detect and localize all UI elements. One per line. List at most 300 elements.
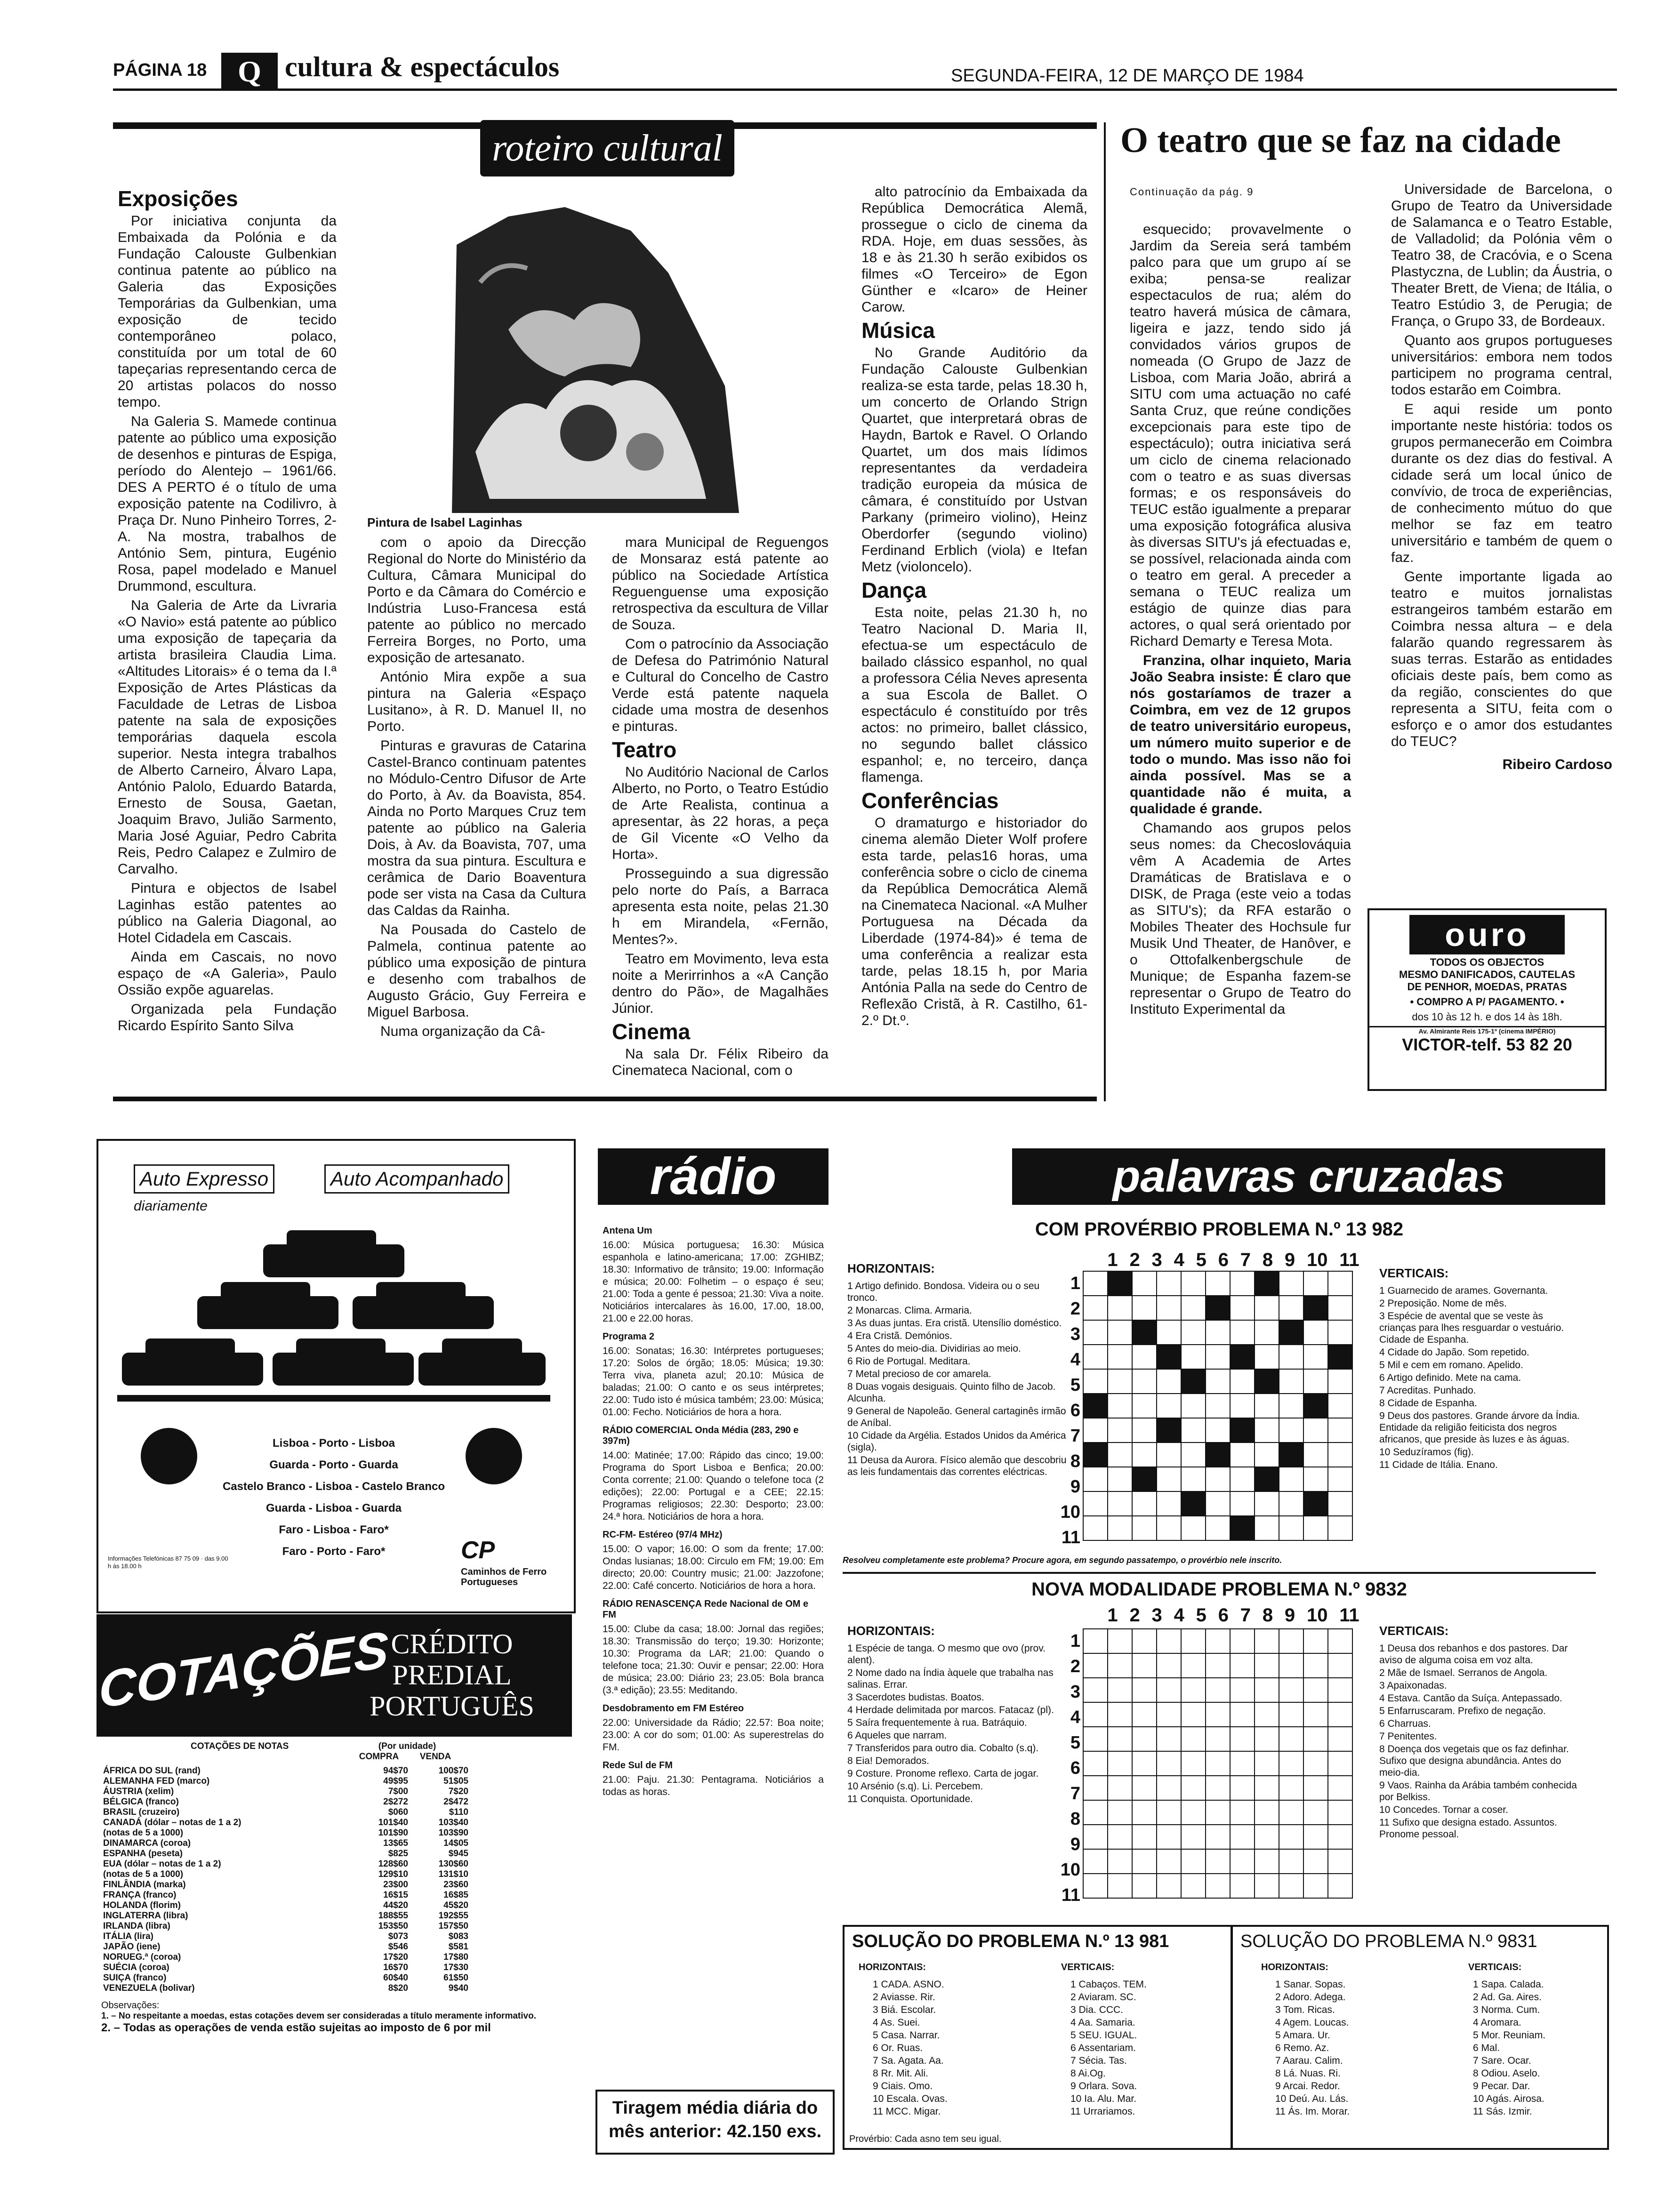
grid-cell[interactable]	[1303, 1874, 1328, 1898]
grid-cell[interactable]	[1132, 1345, 1157, 1369]
grid-cell[interactable]	[1108, 1727, 1132, 1751]
grid-cell[interactable]	[1303, 1629, 1328, 1653]
sell-rate: $110	[449, 1807, 468, 1817]
paragraph: Na Galeria S. Mamede continua patente ao público uma exposição de desenhos e pinturas de Espiga, período do Alentejo – 1961/66. DES A PERTO é o título de uma exposição patente na Codilivro, à Praça Dr. Nuno Pinheiro Torres, 2-A. Na mostra, trabalhos de António Sem, pintura, Eugénio Rosa, papel modelado e Manuel Drummond, escultura.	[118, 414, 337, 594]
grid-cell[interactable]	[1279, 1296, 1303, 1320]
grid-cell[interactable]	[1303, 1443, 1328, 1467]
grid-cell[interactable]	[1230, 1345, 1255, 1369]
grid-cell[interactable]	[1303, 1418, 1328, 1443]
grid-cell[interactable]	[1255, 1296, 1279, 1320]
grid-cell[interactable]	[1206, 1776, 1230, 1800]
grid-cell[interactable]	[1157, 1418, 1181, 1443]
grid-cell[interactable]	[1181, 1320, 1206, 1345]
grid-cell[interactable]	[1206, 1516, 1230, 1540]
clue: 10 Deú. Au. Lás.	[1275, 2093, 1349, 2104]
clue: 10 Cidade da Argélia. Estados Unidos da América (sigla).	[847, 1430, 1066, 1453]
grid-cell[interactable]	[1255, 1653, 1279, 1678]
grid-cell[interactable]	[1083, 1678, 1108, 1702]
grid-cell[interactable]	[1157, 1849, 1181, 1874]
clue: 11 Cidade de Itália. Enano.	[1379, 1459, 1498, 1470]
grid-row	[1083, 1825, 1352, 1849]
cars-illustration	[117, 1226, 550, 1416]
grid-cell[interactable]	[1303, 1320, 1328, 1345]
grid-cell[interactable]	[1328, 1491, 1352, 1516]
roteiro-banner: roteiro cultural	[480, 120, 734, 176]
grid-cell[interactable]	[1328, 1727, 1352, 1751]
paragraph: Numa organização da Câ-	[380, 1024, 546, 1039]
sell-rate: 51$05	[443, 1776, 468, 1786]
grid-cell[interactable]	[1328, 1702, 1352, 1727]
grid-cell[interactable]	[1328, 1296, 1352, 1320]
grid-cell[interactable]	[1181, 1467, 1206, 1491]
grid-cell[interactable]	[1157, 1296, 1181, 1320]
grid-cell[interactable]	[1083, 1443, 1108, 1467]
clue: 7 Sa. Agata. Aa.	[873, 2055, 944, 2066]
grid-cell[interactable]	[1206, 1443, 1230, 1467]
grid-cell[interactable]	[1328, 1874, 1352, 1898]
grid-cell[interactable]	[1083, 1751, 1108, 1776]
grid-cell[interactable]	[1230, 1751, 1255, 1776]
grid-cell[interactable]	[1132, 1751, 1157, 1776]
grid-cell[interactable]	[1132, 1467, 1157, 1491]
grid-cell[interactable]	[1083, 1825, 1108, 1849]
grid-cell[interactable]	[1279, 1776, 1303, 1800]
grid-cell[interactable]	[1108, 1800, 1132, 1825]
grid-cell[interactable]	[1083, 1369, 1108, 1394]
grid-cell[interactable]	[1206, 1629, 1230, 1653]
grid-cell[interactable]	[1303, 1296, 1328, 1320]
grid-cell[interactable]	[1157, 1751, 1181, 1776]
grid-cell[interactable]	[1108, 1320, 1132, 1345]
grid-cell[interactable]	[1255, 1751, 1279, 1776]
grid-cell[interactable]	[1206, 1467, 1230, 1491]
grid-cell[interactable]	[1328, 1369, 1352, 1394]
grid-cell[interactable]	[1132, 1491, 1157, 1516]
grid-cell[interactable]	[1181, 1825, 1206, 1849]
grid-cell[interactable]	[1206, 1825, 1230, 1849]
grid-cell[interactable]	[1230, 1678, 1255, 1702]
grid-cell[interactable]	[1303, 1271, 1328, 1296]
sol1-horizontal	[873, 1979, 1028, 2118]
grid-cell[interactable]	[1279, 1849, 1303, 1874]
grid-cell[interactable]	[1255, 1345, 1279, 1369]
paragraph: alto patrocínio da Embaixada da República Democrática Alemã, prossegue o ciclo de cinema da RDA. Hoje, em duas sessões, às 18 e às 21.30 h serão exibidos os filmes «O Terceiro» de Egon Günther e «Icaro» de Heiner Carow.	[861, 184, 1087, 315]
currency-name: ALEMANHA FED (marco)	[103, 1776, 210, 1786]
sol2-h-label: HORIZONTAIS:	[1261, 1962, 1328, 1972]
column-number: 11	[1339, 1605, 1359, 1626]
grid-cell[interactable]	[1083, 1320, 1108, 1345]
grid-cell[interactable]	[1206, 1653, 1230, 1678]
grid-cell[interactable]	[1255, 1491, 1279, 1516]
grid-cell[interactable]	[1181, 1849, 1206, 1874]
grid-cell[interactable]	[1303, 1516, 1328, 1540]
grid-cell[interactable]	[1230, 1653, 1255, 1678]
quote-row	[101, 1859, 470, 1869]
grid-cell[interactable]	[1303, 1467, 1328, 1491]
grid-cell[interactable]	[1108, 1629, 1132, 1653]
grid-cell[interactable]	[1255, 1727, 1279, 1751]
grid-cell[interactable]	[1279, 1702, 1303, 1727]
grid-cell[interactable]	[1181, 1418, 1206, 1443]
grid-cell[interactable]	[1181, 1629, 1206, 1653]
grid-cell[interactable]	[1328, 1825, 1352, 1849]
grid-cell[interactable]	[1255, 1271, 1279, 1296]
grid-cell[interactable]	[1181, 1516, 1206, 1540]
grid-cell[interactable]	[1328, 1776, 1352, 1800]
grid-row	[1083, 1678, 1352, 1702]
currency-name: (notas de 5 a 1000)	[103, 1869, 184, 1879]
grid-cell[interactable]	[1328, 1653, 1352, 1678]
grid-cell[interactable]	[1303, 1491, 1328, 1516]
grid-cell[interactable]	[1328, 1443, 1352, 1467]
grid-cell[interactable]	[1083, 1629, 1108, 1653]
grid-cell[interactable]	[1206, 1874, 1230, 1898]
grid-cell[interactable]	[1083, 1776, 1108, 1800]
grid-cell[interactable]	[1108, 1394, 1132, 1418]
grid-cell[interactable]	[1083, 1491, 1108, 1516]
grid-cell[interactable]	[1303, 1776, 1328, 1800]
grid-cell[interactable]	[1083, 1418, 1108, 1443]
grid-cell[interactable]	[1230, 1800, 1255, 1825]
paragraph: Organizada pela Fundação Ricardo Espírito Santo Silva	[118, 1002, 337, 1034]
grid-cell[interactable]	[1255, 1320, 1279, 1345]
grid-cell[interactable]	[1083, 1467, 1108, 1491]
grid-cell[interactable]	[1181, 1702, 1206, 1727]
grid-cell[interactable]	[1230, 1629, 1255, 1653]
grid-cell[interactable]	[1279, 1491, 1303, 1516]
grid-cell[interactable]	[1181, 1776, 1206, 1800]
grid-cell[interactable]	[1279, 1320, 1303, 1345]
grid-cell[interactable]	[1279, 1516, 1303, 1540]
grid-cell[interactable]	[1303, 1345, 1328, 1369]
grid-row	[1083, 1874, 1352, 1898]
grid-cell[interactable]	[1157, 1369, 1181, 1394]
grid-cell[interactable]	[1328, 1800, 1352, 1825]
grid-cell[interactable]	[1157, 1467, 1181, 1491]
grid-cell[interactable]	[1132, 1849, 1157, 1874]
grid-cell[interactable]	[1132, 1629, 1157, 1653]
grid-cell[interactable]	[1255, 1678, 1279, 1702]
grid-cell[interactable]	[1108, 1849, 1132, 1874]
grid-cell[interactable]	[1083, 1394, 1108, 1418]
grid-cell[interactable]	[1157, 1271, 1181, 1296]
grid-cell[interactable]	[1181, 1874, 1206, 1898]
grid-cell[interactable]	[1328, 1320, 1352, 1345]
grid-cell[interactable]	[1132, 1296, 1157, 1320]
grid-cell[interactable]	[1157, 1345, 1181, 1369]
quote-row	[101, 1973, 470, 1983]
grid-cell[interactable]	[1279, 1443, 1303, 1467]
grid-cell[interactable]	[1132, 1825, 1157, 1849]
clue: 7 Metal precioso de cor amarela.	[847, 1369, 991, 1379]
grid-cell[interactable]	[1279, 1629, 1303, 1653]
grid-cell[interactable]	[1303, 1702, 1328, 1727]
grid-cell[interactable]	[1230, 1491, 1255, 1516]
grid-cell[interactable]	[1206, 1751, 1230, 1776]
radio-station-title: Rede Sul de FM	[603, 1760, 673, 1771]
grid-cell[interactable]	[1328, 1678, 1352, 1702]
grid-cell[interactable]	[1255, 1516, 1279, 1540]
article-col1	[1130, 221, 1351, 1020]
quote-row	[101, 1828, 470, 1838]
grid-cell[interactable]	[1206, 1394, 1230, 1418]
grid-cell[interactable]	[1157, 1825, 1181, 1849]
grid-cell[interactable]	[1230, 1271, 1255, 1296]
grid-cell[interactable]	[1255, 1418, 1279, 1443]
grid-cell[interactable]	[1132, 1776, 1157, 1800]
grid-cell[interactable]	[1328, 1849, 1352, 1874]
clue: 4 Aa. Samaria.	[1070, 2017, 1135, 2028]
grid-cell[interactable]	[1328, 1418, 1352, 1443]
grid-cell[interactable]	[1206, 1369, 1230, 1394]
grid-cell[interactable]	[1108, 1271, 1132, 1296]
grid-cell[interactable]	[1181, 1443, 1206, 1467]
grid-cell[interactable]	[1108, 1418, 1132, 1443]
grid-cell[interactable]	[1328, 1271, 1352, 1296]
grid-cell[interactable]	[1206, 1678, 1230, 1702]
grid-cell[interactable]	[1108, 1678, 1132, 1702]
grid-cell[interactable]	[1181, 1678, 1206, 1702]
clue: 7 Sécia. Tas.	[1070, 2055, 1127, 2066]
grid-cell[interactable]	[1108, 1653, 1132, 1678]
cp-company: Caminhos de Ferro Portugueses	[461, 1567, 547, 1587]
grid-cell[interactable]	[1108, 1874, 1132, 1898]
grid-cell[interactable]	[1157, 1776, 1181, 1800]
grid-cell[interactable]	[1108, 1296, 1132, 1320]
grid-cell[interactable]	[1255, 1467, 1279, 1491]
grid-cell[interactable]	[1132, 1653, 1157, 1678]
grid-cell[interactable]	[1230, 1296, 1255, 1320]
grid-cell[interactable]	[1230, 1443, 1255, 1467]
grid-cell[interactable]	[1230, 1467, 1255, 1491]
grid-cell[interactable]	[1303, 1394, 1328, 1418]
grid-cell[interactable]	[1157, 1800, 1181, 1825]
grid-cell[interactable]	[1181, 1800, 1206, 1825]
grid-cell[interactable]	[1230, 1369, 1255, 1394]
grid-cell[interactable]	[1255, 1825, 1279, 1849]
grid-cell[interactable]	[1157, 1629, 1181, 1653]
grid-cell[interactable]	[1181, 1271, 1206, 1296]
grid-cell[interactable]	[1279, 1418, 1303, 1443]
grid-cell[interactable]	[1108, 1702, 1132, 1727]
grid-cell[interactable]	[1083, 1653, 1108, 1678]
grid-cell[interactable]	[1108, 1467, 1132, 1491]
grid-cell[interactable]	[1279, 1394, 1303, 1418]
sell-rate: 7$20	[448, 1787, 468, 1796]
grid-cell[interactable]	[1328, 1516, 1352, 1540]
grid-cell[interactable]	[1132, 1418, 1157, 1443]
grid-cell[interactable]	[1181, 1751, 1206, 1776]
grid-cell[interactable]	[1132, 1394, 1157, 1418]
grid-cell[interactable]	[1328, 1345, 1352, 1369]
paragraph: Por iniciativa conjunta da Embaixada da Polónia e da Fundação Calouste Gulbenkian continua patente ao público na Galeria das Exposições Temporárias da Gulbenkian, uma exposição de tecido contemporâneo polaco, constituída por um total de 60 tapeçarias representando cerca de 20 artistas polacos do nosso tempo.	[118, 213, 337, 410]
p1-verticais-label: VERTICAIS:	[1379, 1266, 1449, 1280]
grid-cell[interactable]	[1157, 1394, 1181, 1418]
grid-cell[interactable]	[1303, 1653, 1328, 1678]
grid-cell[interactable]	[1108, 1491, 1132, 1516]
grid-cell[interactable]	[1132, 1727, 1157, 1751]
grid-cell[interactable]	[1303, 1727, 1328, 1751]
grid-cell[interactable]	[1157, 1491, 1181, 1516]
grid-cell[interactable]	[1279, 1800, 1303, 1825]
grid-cell[interactable]	[1206, 1849, 1230, 1874]
grid-cell[interactable]	[1108, 1751, 1132, 1776]
grid-cell[interactable]	[1181, 1369, 1206, 1394]
grid-cell[interactable]	[1255, 1702, 1279, 1727]
p1-note: Resolveu completamente este problema? Procure agora, em segundo passatempo, o provérbio nele inscrito.	[843, 1555, 1282, 1565]
sell-rate: 9$40	[448, 1983, 468, 1993]
grid-cell[interactable]	[1083, 1296, 1108, 1320]
buy-rate: 129$10	[378, 1869, 408, 1879]
clue: 3 As duas juntas. Era cristã. Utensílio doméstico.	[847, 1318, 1062, 1329]
grid-cell[interactable]	[1108, 1443, 1132, 1467]
column-number: 3	[1151, 1605, 1162, 1626]
grid-cell[interactable]	[1181, 1491, 1206, 1516]
grid-cell[interactable]	[1108, 1825, 1132, 1849]
grid-cell[interactable]	[1255, 1443, 1279, 1467]
grid-cell[interactable]	[1255, 1369, 1279, 1394]
grid-cell[interactable]	[1206, 1800, 1230, 1825]
grid-cell[interactable]	[1230, 1702, 1255, 1727]
row-number: 4	[1070, 1350, 1080, 1370]
grid-row	[1083, 1491, 1352, 1516]
grid-cell[interactable]	[1206, 1702, 1230, 1727]
grid-cell[interactable]	[1230, 1874, 1255, 1898]
grid-cell[interactable]	[1206, 1320, 1230, 1345]
grid-cell[interactable]	[1206, 1271, 1230, 1296]
grid-cell[interactable]	[1279, 1467, 1303, 1491]
grid-cell[interactable]	[1279, 1678, 1303, 1702]
grid-cell[interactable]	[1230, 1418, 1255, 1443]
grid-cell[interactable]	[1279, 1874, 1303, 1898]
grid-cell[interactable]	[1255, 1800, 1279, 1825]
grid-cell[interactable]	[1328, 1394, 1352, 1418]
grid-cell[interactable]	[1083, 1516, 1108, 1540]
grid-cell[interactable]	[1157, 1727, 1181, 1751]
grid-cell[interactable]	[1303, 1369, 1328, 1394]
grid-cell[interactable]	[1157, 1320, 1181, 1345]
grid-cell[interactable]	[1157, 1678, 1181, 1702]
grid-cell[interactable]	[1206, 1491, 1230, 1516]
grid-cell[interactable]	[1255, 1776, 1279, 1800]
grid-cell[interactable]	[1303, 1751, 1328, 1776]
grid-cell[interactable]	[1132, 1800, 1157, 1825]
grid-cell[interactable]	[1230, 1320, 1255, 1345]
grid-cell[interactable]	[1303, 1849, 1328, 1874]
grid-cell[interactable]	[1279, 1369, 1303, 1394]
grid-cell[interactable]	[1083, 1702, 1108, 1727]
grid-cell[interactable]	[1328, 1467, 1352, 1491]
quote-row	[101, 1869, 470, 1880]
grid-cell[interactable]	[1230, 1394, 1255, 1418]
grid-cell[interactable]	[1230, 1727, 1255, 1751]
grid-cell[interactable]	[1157, 1702, 1181, 1727]
grid-cell[interactable]	[1083, 1271, 1108, 1296]
grid-cell[interactable]	[1279, 1825, 1303, 1849]
grid-cell[interactable]	[1206, 1418, 1230, 1443]
grid-cell[interactable]	[1108, 1369, 1132, 1394]
paragraph: No Grande Auditório da Fundação Calouste Gulbenkian realiza-se esta tarde, pelas 18.30 h, um concerto de Orlando Strign Quartet, que interpretará obras de Haydn, Bartok e Ravel. O Orlando Quartet, um dos mais lídimos representantes da verdadeira tradição europeia da música de câmara, é constituído por Ustvan Parkany (primeiro violino), Heinz Oberdorfer (segundo violino) Ferdinand Erblich (viola) e Itefan Metz (violoncelo).	[861, 345, 1087, 575]
grid-cell[interactable]	[1132, 1320, 1157, 1345]
grid-cell[interactable]	[1279, 1345, 1303, 1369]
grid-cell[interactable]	[1157, 1874, 1181, 1898]
grid-cell[interactable]	[1230, 1825, 1255, 1849]
grid-cell[interactable]	[1230, 1516, 1255, 1540]
problem2-title: NOVA MODALIDADE PROBLEMA N.º 9832	[1031, 1579, 1407, 1600]
grid-cell[interactable]	[1132, 1874, 1157, 1898]
grid-cell[interactable]	[1303, 1800, 1328, 1825]
grid-cell[interactable]	[1157, 1516, 1181, 1540]
sell-rate: 100$70	[438, 1766, 468, 1776]
currency-name: IRLANDA (libra)	[103, 1921, 170, 1931]
grid-cell[interactable]	[1279, 1751, 1303, 1776]
buy-rate: 101$40	[378, 1818, 408, 1827]
grid-cell[interactable]	[1279, 1271, 1303, 1296]
grid-cell[interactable]	[1083, 1345, 1108, 1369]
clue: 4 Era Cristã. Demónios.	[847, 1330, 952, 1341]
grid-cell[interactable]	[1206, 1296, 1230, 1320]
grid-cell[interactable]	[1279, 1727, 1303, 1751]
grid-cell[interactable]	[1083, 1800, 1108, 1825]
sol2-vertical	[1473, 1979, 1605, 2118]
grid-cell[interactable]	[1206, 1345, 1230, 1369]
grid-cell[interactable]	[1132, 1369, 1157, 1394]
clue: 5 Amara. Ur.	[1275, 2030, 1330, 2041]
currency-name: ÁUSTRIA (xelim)	[103, 1787, 174, 1796]
grid-cell[interactable]	[1108, 1345, 1132, 1369]
grid-cell[interactable]	[1132, 1443, 1157, 1467]
paragraph: Na Galeria de Arte da Livraria «O Navio» está patente ao público uma exposição de tapeçaria da artista brasileira Claudia Lima. «Altitudes Litorais» é o tema da I.ª Exposição de Artes Plásticas da Faculdade de Letras de Lisboa patente na sala de exposições temporárias daquela escola superior. Nesta integra trabalhos de Alberto Carneiro, Álvaro Lapa, António Palolo, Eduardo Batarda, Ernesto de Sousa, Gaetan, Joaquim Bravo, Julião Sarmento, Maria José Aguiar, Pedro Cabrita Reis, Pedro Calapez e Zulmiro de Carvalho.	[118, 598, 337, 877]
grid-cell[interactable]	[1181, 1345, 1206, 1369]
grid-cell[interactable]	[1132, 1678, 1157, 1702]
grid-cell[interactable]	[1255, 1394, 1279, 1418]
grid-cell[interactable]	[1157, 1443, 1181, 1467]
grid-cell[interactable]	[1181, 1394, 1206, 1418]
currency-name: BRASIL (cruzeiro)	[103, 1807, 180, 1817]
grid-cell[interactable]	[1083, 1727, 1108, 1751]
column-number: 4	[1174, 1250, 1184, 1270]
sell-rate: 2$472	[443, 1797, 468, 1807]
grid-cell[interactable]	[1083, 1849, 1108, 1874]
quote-row	[101, 1963, 470, 1973]
grid-cell[interactable]	[1206, 1727, 1230, 1751]
grid-cell[interactable]	[1132, 1702, 1157, 1727]
row-number: 8	[1070, 1809, 1080, 1829]
grid-cell[interactable]	[1255, 1629, 1279, 1653]
ouro-line: • COMPRO A P/ PAGAMENTO. •	[1410, 996, 1564, 1008]
grid-cell[interactable]	[1181, 1653, 1206, 1678]
grid-cell[interactable]	[1132, 1271, 1157, 1296]
grid-cell[interactable]	[1181, 1727, 1206, 1751]
grid-cell[interactable]	[1303, 1825, 1328, 1849]
grid-cell[interactable]	[1132, 1516, 1157, 1540]
grid-cell[interactable]	[1255, 1874, 1279, 1898]
radio-station-title: Desdobramento em FM Estéreo	[603, 1703, 744, 1714]
grid-cell[interactable]	[1279, 1653, 1303, 1678]
radio-schedule: 21.00: Paju. 21.30: Pentagrama. Noticiários a todas as horas.	[603, 1774, 824, 1797]
grid-cell[interactable]	[1303, 1678, 1328, 1702]
grid-cell[interactable]	[1255, 1849, 1279, 1874]
grid-cell[interactable]	[1328, 1751, 1352, 1776]
grid-cell[interactable]	[1230, 1776, 1255, 1800]
grid-cell[interactable]	[1181, 1296, 1206, 1320]
grid-cell[interactable]	[1083, 1874, 1108, 1898]
grid-cell[interactable]	[1328, 1629, 1352, 1653]
grid-cell[interactable]	[1108, 1516, 1132, 1540]
grid-cell[interactable]	[1230, 1849, 1255, 1874]
grid-cell[interactable]	[1108, 1776, 1132, 1800]
grid-cell[interactable]	[1157, 1653, 1181, 1678]
